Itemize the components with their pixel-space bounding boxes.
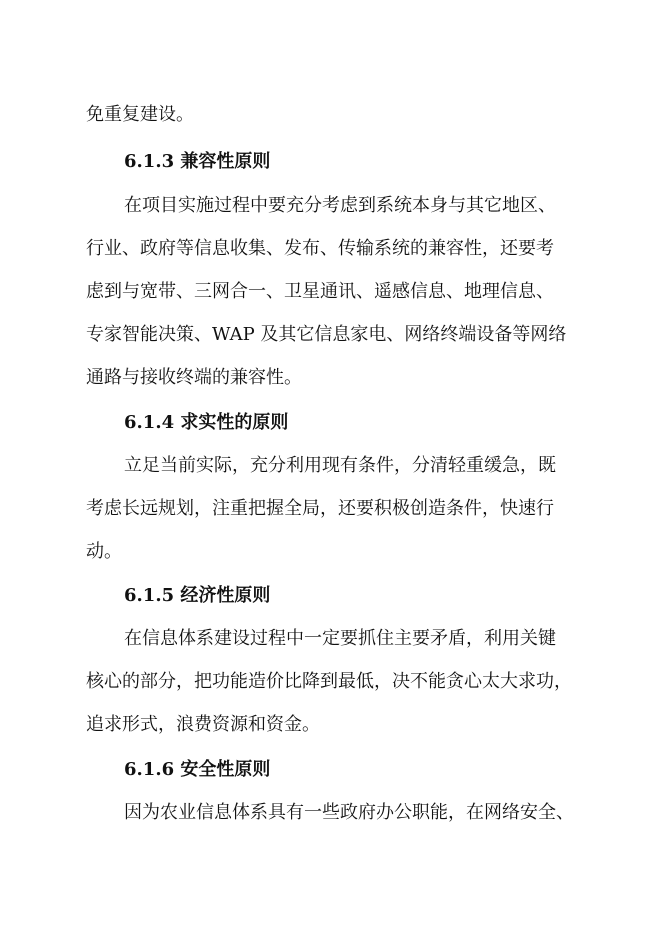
paragraph-line: 行业、政府等信息收集、发布、传输系统的兼容性，还要考 xyxy=(86,238,554,259)
paragraph-line: 考虑长远规划，注重把握全局，还要积极创造条件，快速行 xyxy=(86,498,554,519)
paragraph-line: 在信息体系建设过程中一定要抓住主要矛盾，利用关键 xyxy=(124,628,556,649)
paragraph-line: 动。 xyxy=(86,541,122,562)
paragraph-line: 虑到与宽带、三网合一、卫星通讯、遥感信息、地理信息、 xyxy=(86,281,554,302)
section-heading-6-1-3: 6.1.3 兼容性原则 xyxy=(124,151,271,172)
paragraph-line: 专家智能决策、WAP 及其它信息家电、网络终端设备等网络 xyxy=(86,324,567,345)
paragraph-line: 通路与接收终端的兼容性。 xyxy=(86,367,302,388)
section-heading-6-1-5: 6.1.5 经济性原则 xyxy=(124,585,271,606)
paragraph-line: 立足当前实际，充分利用现有条件，分清轻重缓急，既 xyxy=(124,455,556,476)
section-heading-6-1-4: 6.1.4 求实性的原则 xyxy=(124,412,289,433)
paragraph-line: 在项目实施过程中要充分考虑到系统本身与其它地区、 xyxy=(124,195,556,216)
paragraph-line: 因为农业信息体系具有一些政府办公职能，在网络安全、 xyxy=(124,802,574,823)
paragraph-line: 免重复建设。 xyxy=(86,104,194,125)
section-heading-6-1-6: 6.1.6 安全性原则 xyxy=(124,759,271,780)
paragraph-line: 核心的部分，把功能造价比降到最低，决不能贪心太大求功， xyxy=(86,671,572,692)
paragraph-line: 追求形式，浪费资源和资金。 xyxy=(86,714,320,735)
